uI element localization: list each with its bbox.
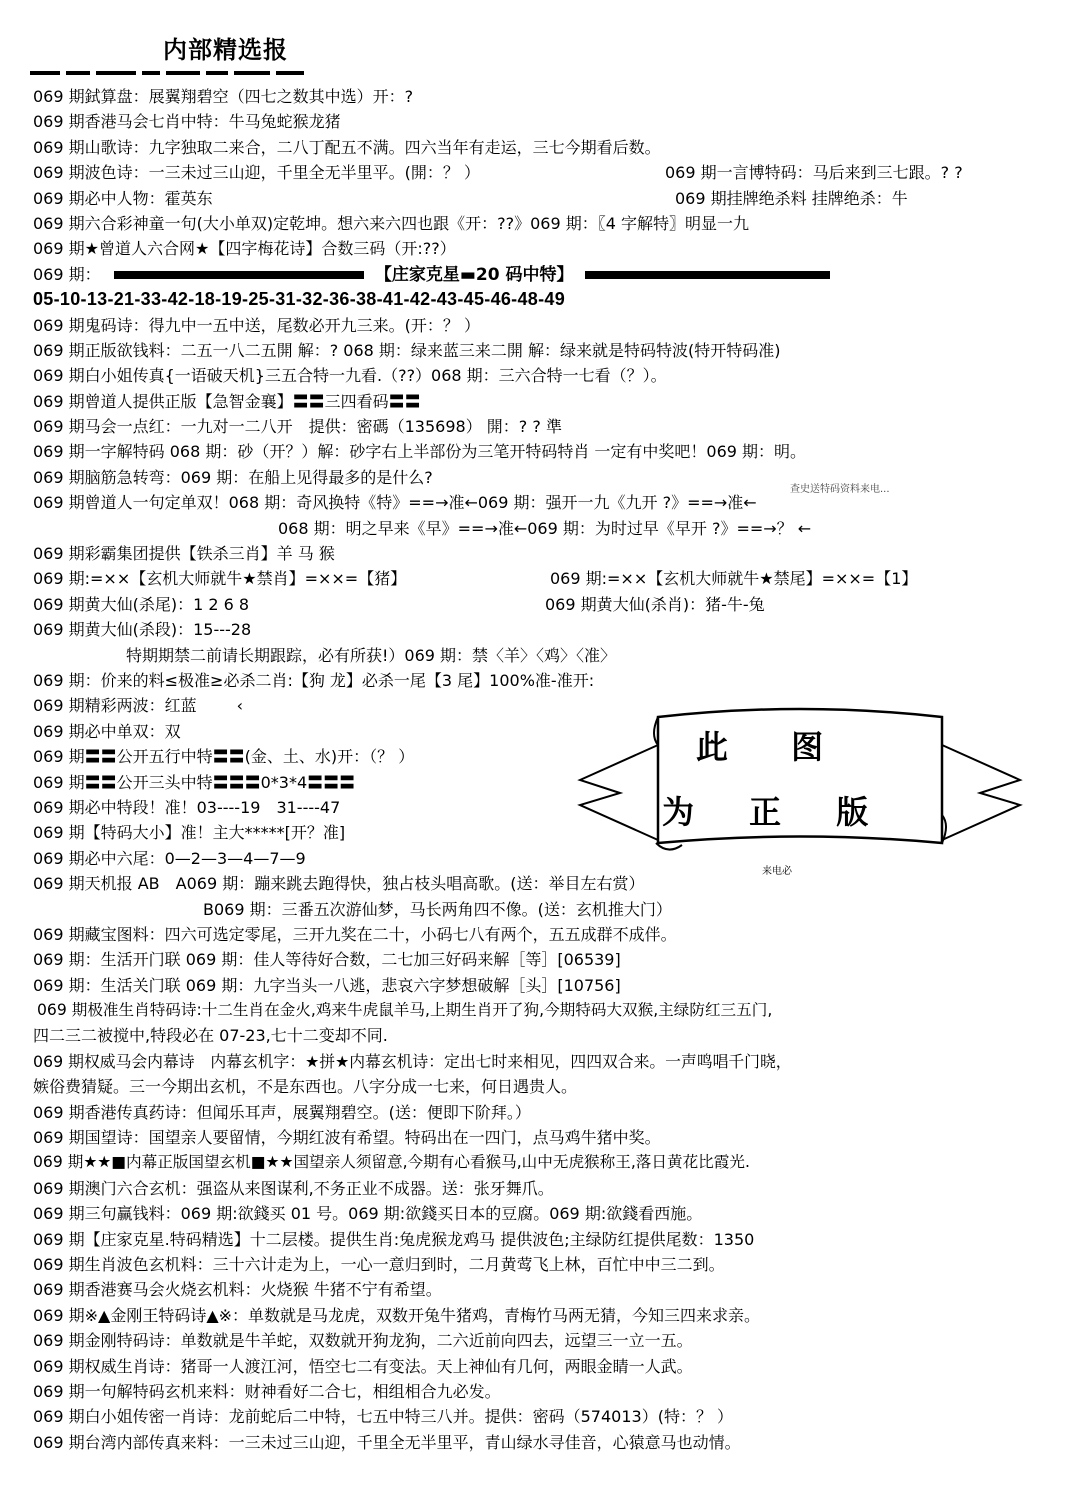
banner-bar <box>585 271 830 279</box>
line: 069 期必中人物：霍英东 069 期挂牌绝杀料 挂牌绝杀：牛 <box>33 186 1063 211</box>
line: 069 期国望诗：国望亲人要留情，今期红波有希望。特码出在一四门，点马鸡牛猪中奖。 <box>33 1128 661 1148</box>
line: 069 期曾道人提供正版【急智金襄】〓〓三四看码〓〓 <box>33 391 421 411</box>
cut-off-line <box>30 68 350 80</box>
line: 069 期香港马会七肖中特：牛马兔蛇猴龙猪 <box>33 112 341 132</box>
line: 069 期白小姐传密一肖诗：龙前蛇后二中特，七五中特三八并。提供：密码（574013）(特：？ ） <box>33 1407 734 1427</box>
line: 069 期:=××【玄机大师就牛★禁肖】=××=【猪】 069 期:=××【玄机大师就牛★禁尾】=××=【1】 <box>33 566 1063 591</box>
line: 069 期澳门六合玄机：强盗从来图谋利,不务正业不成器。送：张牙舞爪。 <box>33 1178 554 1198</box>
stamp-note: 来电必 <box>762 866 792 877</box>
line: 069 期鬼码诗：得九中一五中送，尾数必开九三来。(开：？ ） <box>33 315 480 335</box>
stray-mark: ‹ <box>236 696 244 716</box>
line: 069 期：价来的料≤极准≥必杀二肖:【狗 龙】必杀一尾【3 尾】100%准-准开: <box>33 670 595 690</box>
stamp-line-2: 为 正 版 <box>662 793 891 831</box>
right-item: 069 期黄大仙(杀肖)：猪-牛-兔 <box>545 594 765 614</box>
line: 069 期马会一点红：一九对一二八开 提供：密碼（135698） 開：? ? 準 <box>33 417 562 437</box>
line: 069 期★曾道人六合网★【四字梅花诗】合数三码（开:??） <box>33 239 456 259</box>
line: 069 期黄大仙(杀段)：15---28 <box>33 620 252 640</box>
right-item: 069 期:=××【玄机大师就牛★禁尾】=××=【1】 <box>550 569 918 589</box>
line: 069 期彩霸集团提供【铁杀三肖】羊 马 猴 <box>33 544 335 564</box>
line: 069 期一字解特码 068 期：砂（开？）解：砂字右上半部份为三笔开特码特肖 一定有中奖吧！069 期：明。 <box>33 442 807 462</box>
line: 069 期白小姐传真{一语破天机}三五合特一九看.（??）068 期：三六合特一七看（？）。 <box>33 366 667 386</box>
line: 嫉俗费猜疑。三一今期出玄机，不是东西也。八字分成一七来，何日遇贵人。 <box>33 1077 578 1097</box>
line: 069 期金刚特码诗：单数就是牛羊蛇，双数就开狗龙狗，二六近前向四去，远望三一立一五。 <box>33 1331 693 1351</box>
line: 069 期【特码大小】准！主大*****[开？准] <box>33 823 346 843</box>
number-line: 05-10-13-21-33-42-18-19-25-31-32-36-38-41-42-43-45-46-48-49 <box>33 289 566 310</box>
banner-bar <box>114 271 364 279</box>
line: 069 期黄大仙(杀尾)：1 2 6 8 069 期黄大仙(杀肖)：猪-牛-兔 <box>33 592 1063 617</box>
line: 069 期香港赛马会火烧玄机料：火烧猴 牛猪不宁有希望。 <box>33 1280 442 1300</box>
line: 069 期三句赢钱料：069 期:欲錢买 01 号。069 期:欲錢买日本的豆腐。069 期:欲錢看西施。 <box>33 1204 703 1224</box>
line: 069 期生肖波色玄机料：三十六计走为上，一心一意归到时，二月黄莺飞上林，百忙中中三二到。 <box>33 1254 725 1274</box>
line: 069 期波色诗：一三未过三山迎，千里全无半里平。(開：？ ） 069 期一言博特码：马后来到三七跟。? ? <box>33 160 1063 185</box>
line: 069 期〓〓公开五行中特〓〓(金、土、水)开：（？ ） <box>33 747 415 767</box>
line: 069 期脑筋急转弯：069 期：在船上见得最多的是什么? <box>33 467 433 487</box>
line: 069 期：生活开门联 069 期：佳人等待好合数，二七加三好码来解［等］[06539] <box>33 950 621 970</box>
faint-note: 查史送特码资料来电... <box>790 484 890 495</box>
line: 069 期权威马会内幕诗 内幕玄机字：★拼★内幕玄机诗：定出七时来相见，四四双合来。一声鸣唱千门晓， <box>33 1051 792 1071</box>
right-item: 069 期一言博特码：马后来到三七跟。? ? <box>665 163 963 183</box>
line: 068 期：明之早来《早》==→准←069 期：为时过早《早开 ?》==→？ ← <box>278 518 812 538</box>
document-title: 内部精选报 <box>163 36 288 64</box>
line: 069 期曾道人一句定单双！068 期：奇风换特《特》==→准←069 期：强开一九《九开 ?》==→准← <box>33 493 757 513</box>
line: 069 期一句解特码玄机来料：财神看好二合七，相组相合九必发。 <box>33 1381 501 1401</box>
line: 069 期精彩两波：红蓝 ‹ <box>33 693 1063 718</box>
line: 069 期〓〓公开三头中特〓〓〓0*3*4〓〓〓 <box>33 772 356 792</box>
line: 特期期禁二前请长期跟踪，必有所获!）069 期：禁〈羊〉〈鸡〉〈准〉 <box>126 645 617 665</box>
line: 069 期极准生肖特码诗:十二生肖在金火,鸡来牛虎鼠羊马,上期生肖开了狗,今期特码大双猴,主绿防红三五门, <box>37 1001 773 1020</box>
line: 069 期六合彩神童一句(大小单双)定乾坤。想六来六四也跟《开：??》069 期：〖4 字解特〗明显一九 <box>33 213 749 233</box>
banner-text: 【庄家克星▬20 码中特】 <box>374 264 574 285</box>
line: 069 期藏宝图料：四六可选定零尾，三开九奖在二十，小码七八有两个，五五成群不成伴。 <box>33 924 677 944</box>
line: 四二三二被搅中,特段必在 07-23,七十二变却不同. <box>33 1026 388 1046</box>
line: 069 期必中特段！准！03----19 31----47 <box>33 797 341 817</box>
line: 069 期：生活关门联 069 期：九字当头一八逃，悲哀六字梦想破解［头］[10756] <box>33 975 621 995</box>
line: 069 期正版欲钱料：二五一八二五開 解：? 068 期：绿来蓝三来二開 解：绿来就是特码特波(特开特码准) <box>33 340 781 360</box>
right-item: 069 期挂牌绝杀料 挂牌绝杀：牛 <box>675 188 908 208</box>
line: 069 期香港传真药诗：但闻乐耳声，展翼翔碧空。(送：便即下阶拜。） <box>33 1102 531 1122</box>
line: 069 期【庄家克星.特码精选】十二层楼。提供生肖:兔虎猴龙鸡马 提供波色;主绿防红提供尾数：1350 <box>33 1229 755 1249</box>
line: 069 期鉽算盘：展翼翔碧空（四七之数其中选）开：? <box>33 87 414 106</box>
banner-line: 069 期： 【庄家克星▬20 码中特】 <box>33 262 1063 287</box>
line: 069 期必中单双：双 <box>33 721 181 741</box>
line: 069 期台湾内部传真来料：一三未过三山迎，千里全无半里平，青山绿水寻佳音，心猿意马也动情。 <box>33 1432 741 1452</box>
line: 069 期※▲金刚王特码诗▲※：单数就是马龙虎，双数开兔牛猪鸡，青梅竹马两无猜，今知三四来求亲。 <box>33 1305 761 1325</box>
stamp-line-1: 此 图 <box>696 728 850 766</box>
line: 069 期山歌诗：九字独取二来合，二八丁配五不满。四六当年有走运，三七今期看后数。 <box>33 137 661 157</box>
line: 069 期天机报 AB A069 期：蹦来跳去跑得快，独占枝头唱高歌。(送：举目左右赏） <box>33 874 645 894</box>
line: 069 期必中六尾：0—2—3—4—7—9 <box>33 848 306 868</box>
line: B069 期：三番五次游仙梦，马长两角四不像。(送：玄机推大门） <box>203 899 672 919</box>
line: 069 期权威生肖诗：猪哥一人渡江河，悟空七二有变法。天上神仙有几何，两眼金睛一人武。 <box>33 1356 693 1376</box>
line: 069 期★★■内幕正版国望玄机■★★国望亲人须留意,今期有心看猴马,山中无虎猴称王,落日黄花比霞光. <box>33 1153 750 1172</box>
